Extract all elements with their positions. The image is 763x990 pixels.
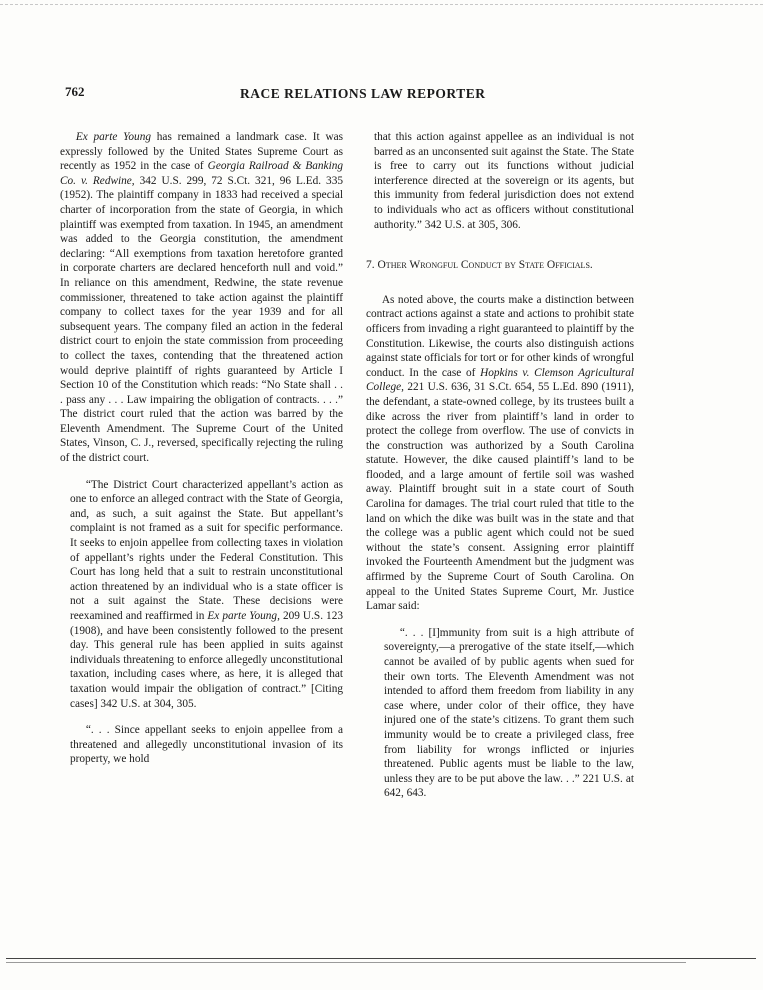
paragraph-text: As noted above, the courts make a distinction between contract actions against a state and actions to prohibit state officers from invading a right guaranteed to plaintiff by the Constitution. Likewise, the courts also distinguish actions against state officials for tort or for other kinds of wrongful conduct. In the case of [366,293,634,379]
right-column [366,130,634,801]
case-citation: Ex parte Young [75,131,151,143]
section-heading: 7. Other Wrongful Conduct by State Officials. [366,259,593,272]
paragraph-text: has remained a landmark case. It was expressly followed by the United States Supreme Court as recently as 1952 in the case of [60,131,344,173]
running-head: RACE RELATIONS LAW REPORTER [240,86,486,101]
scan-edge-bottom [6,958,756,959]
quote-text: 209 U.S. 123 (1908), and have been consistently followed to the present day. This general rule has been applied in suits against individuals threatening to enforce allegedly unconstitutional taxation, including cases where, as here, it is alleged that taxation would impair the obligation of contract.” [Citing cases] 342 U.S. at 304, 305. [70,610,343,710]
case-citation: Georgia Railroad & Banking Co. v. Redwine, [60,160,343,187]
block-quote-2: “. . . Since appellant seeks to enjoin appellee from a threatened and allegedly unconstitutional invasion of its property, we hold [70,724,343,766]
case-citation: Hopkins v. Clemson Agricultural College, [366,366,634,394]
quote-text: “The District Court characterized appellant’s action as one to enforce an alleged contract with the State of Georgia, and, as such, a suit against the State. But appellant’s complaint is not framed as a suit for specific performance. It seeks to enjoin appellee from collecting taxes in violation of appellant’s rights under the Federal Constitution. This Court has long held that a suit to restrain unconstitutional action threatened by an individual who is a state officer is not a suit against the State. These decisions were reexamined and reaffirmed in [70,478,343,622]
block-quote-1 [60,478,343,712]
scan-edge-bottom-faint [6,962,686,963]
page-number: 762 [65,84,85,99]
right-paragraph [366,293,634,614]
block-quote-3: “. . . [I]mmunity from suit is a high attribute of sovereignty,—a prerogative of the state itself,—which cannot be availed of by public agents when sued for their own torts. The Eleventh Amendment was not intended to afford them freedom from liability in any case where, under color of their office, they have injured one of the state’s citizens. To grant them such immunity would be to create a privileged class, free from liability for wrongs inflicted or injuries threatened. Public agents must be liable to the law, unless they are to be put above the law. . .” 221 U.S. at 642, 643. [384,626,634,800]
block-quote-continued: that this action against appellee as an individual is not barred as an unconsented suit against the State. The State is free to carry out its functions without judicial interference directed at the sovereign or its agents, but this immunity from federal jurisdiction does not extend to individuals who act as officers without constitutional authority.” 342 U.S. at 305, 306. [374,131,634,231]
left-paragraph-1 [60,130,343,466]
paragraph-text: 221 U.S. 636, 31 S.Ct. 654, 55 L.Ed. 890 (1911), the defendant, a state-owned college, by its trustees built a dike across the river from plaintiff’s land in order to protect the college from overflow. The use of convicts in the construction was authorized by a South Carolina statute. However, the dike caused plaintiff’s land to be flooded, and a large amount of fertile soil was washed away. Plaintiff brought suit in a state court of South Carolina for damages. The trial court ruled that title to the land on which the dike was built was in the state and that the college was a public agent which could not be sued without the state’s consent. Assigning error plaintiff invoked the Fourteenth Amendment but the judgment was affirmed by the Supreme Court of South Carolina. On appeal to the United States Supreme Court, Mr. Justice Lamar said: [366,381,634,613]
case-citation: Ex parte Young, [207,610,280,622]
left-column [60,130,343,767]
paragraph-text: 342 U.S. 299, 72 S.Ct. 321, 96 L.Ed. 335 (1952). The plaintiff company in 1833 had received a special charter of incorporation from the state of Georgia, in which plaintiff was exempted from taxation. In 1945, an amendment was added to the Georgia constitution, the amendment declaring: “All exemptions from taxation heretofore granted in corporate charters are declared henceforth null and void.” In reliance on this amendment, Redwine, the state revenue commissioner, threatened to take action against the plaintiff company to collect taxes for the year 1939 and for all subsequent years. The company filed an action in the federal district court to enjoin the state commission from proceeding to collect the taxes, contending that the threatened action would deprive plaintiff of rights guaranteed by Article I Section 10 of the Constitution which reads: “No State shall . . . pass any . . . Law impairing the obligation of contracts. . . .” The district court ruled that the action was barred by the Eleventh Amendment. The Supreme Court of the United States, Vinson, C. J., reversed, specifically rejecting the ruling of the district court. [60,174,343,465]
scan-edge-top [0,4,763,5]
